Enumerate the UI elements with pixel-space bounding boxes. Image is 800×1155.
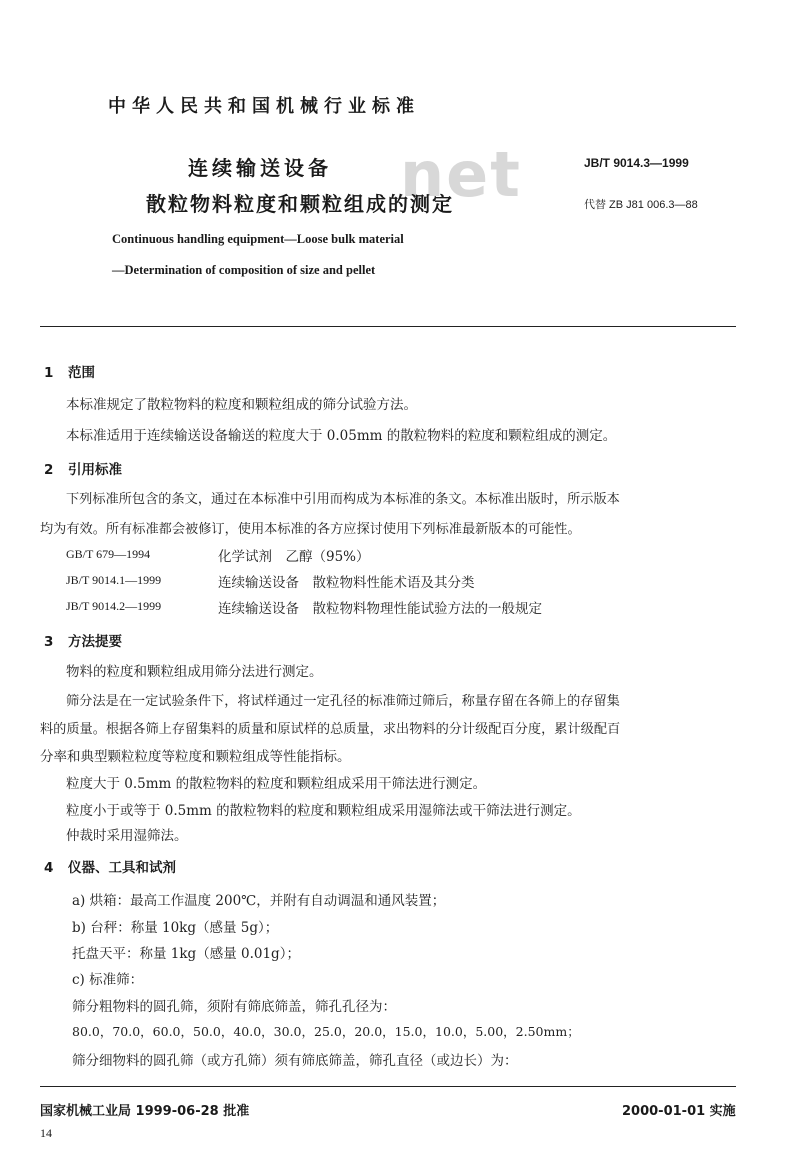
replaces-standard: 代替 ZB J81 006.3—88 xyxy=(584,199,698,211)
section-3-paragraph: 粒度大于 0.5mm 的散粒物料的粒度和颗粒组成采用干筛法进行测定。 xyxy=(66,776,487,792)
industry-standard-heading: 中华人民共和国机械行业标准 xyxy=(108,96,420,117)
reference-code: GB/T 679—1994 xyxy=(66,547,151,561)
list-item: 托盘天平：称量 1kg（感量 0.01g）； xyxy=(72,946,300,962)
section-1-heading xyxy=(44,361,95,381)
section-3-paragraph: 筛分法是在一定试验条件下，将试样通过一定孔径的标准筛过筛后，称量存留在各筛上的存留集 xyxy=(66,694,620,709)
reference-code: JB/T 9014.2—1999 xyxy=(66,599,162,613)
list-item: b) 台秤：称量 10kg（感量 5g）； xyxy=(72,920,279,936)
reference-title: 连续输送设备 散粒物料性能术语及其分类 xyxy=(218,575,475,591)
section-number: 3 xyxy=(44,634,54,650)
section-3-paragraph: 料的质量。根据各筛上存留集料的质量和原试样的总质量，求出物料的分计级配百分度，累计级配百 xyxy=(40,722,621,737)
document-title-line1: 连续输送设备 xyxy=(188,156,332,180)
implementation-date: 2000-01-01 实施 xyxy=(622,1104,736,1119)
reference-title: 化学试剂 乙醇（95%） xyxy=(218,549,370,565)
list-item: c) 标准筛： xyxy=(72,972,144,988)
watermark: net xyxy=(400,138,522,211)
standard-number: JB/T 9014.3—1999 xyxy=(584,156,689,170)
section-3-heading xyxy=(44,630,122,650)
section-number: 1 xyxy=(44,365,54,381)
section-title: 方法提要 xyxy=(68,634,122,650)
section-3-paragraph: 仲裁时采用湿筛法。 xyxy=(66,828,188,844)
page-number: 14 xyxy=(40,1126,52,1140)
reference-code: JB/T 9014.1—1999 xyxy=(66,573,162,587)
section-2-paragraph: 下列标准所包含的条文，通过在本标准中引用而构成为本标准的条文。本标准出版时，所示版本 xyxy=(66,492,620,507)
section-3-paragraph: 物料的粒度和颗粒组成用筛分法进行测定。 xyxy=(66,664,323,680)
section-number: 2 xyxy=(44,462,54,478)
section-title: 仪器、工具和试剂 xyxy=(68,860,176,876)
english-title-line1: Continuous handling equipment—Loose bulk material xyxy=(112,232,404,246)
footer-divider xyxy=(40,1086,736,1087)
section-title: 范围 xyxy=(68,365,95,381)
list-item: 筛分细物料的圆孔筛（或方孔筛）须有筛底筛盖，筛孔直径（或边长）为： xyxy=(72,1053,518,1069)
section-1-paragraph: 本标准适用于连续输送设备输送的粒度大于 0.05mm 的散粒物料的粒度和颗粒组成的测定。 xyxy=(66,428,617,444)
list-item: 80.0，70.0，60.0，50.0，40.0，30.0，25.0，20.0，15.0，10.0，5.00，2.50mm； xyxy=(72,1024,580,1039)
section-title: 引用标准 xyxy=(68,462,122,478)
section-2-paragraph: 均为有效。所有标准都会被修订，使用本标准的各方应探讨使用下列标准最新版本的可能性。 xyxy=(40,522,581,537)
section-3-paragraph: 分率和典型颗粒粒度等粒度和颗粒组成等性能指标。 xyxy=(40,749,351,765)
section-1-paragraph: 本标准规定了散粒物料的粒度和颗粒组成的筛分试验方法。 xyxy=(66,397,417,413)
section-number: 4 xyxy=(44,860,54,876)
list-item: a) 烘箱：最高工作温度 200℃，并附有自动调温和通风装置； xyxy=(72,893,446,909)
section-2-heading xyxy=(44,458,122,478)
english-title-line2: —Determination of composition of size and pellet xyxy=(112,263,376,277)
document-title-line2: 散粒物料粒度和颗粒组成的测定 xyxy=(146,192,454,216)
reference-title: 连续输送设备 散粒物料物理性能试验方法的一般规定 xyxy=(218,601,542,617)
section-4-heading xyxy=(44,856,176,876)
section-3-paragraph: 粒度小于或等于 0.5mm 的散粒物料的粒度和颗粒组成采用湿筛法或干筛法进行测定。 xyxy=(66,803,581,819)
list-item: 筛分粗物料的圆孔筛，须附有筛底筛盖，筛孔孔径为： xyxy=(72,999,396,1015)
approval-date: 国家机械工业局 1999-06-28 批准 xyxy=(40,1104,250,1119)
header-divider xyxy=(40,326,736,327)
